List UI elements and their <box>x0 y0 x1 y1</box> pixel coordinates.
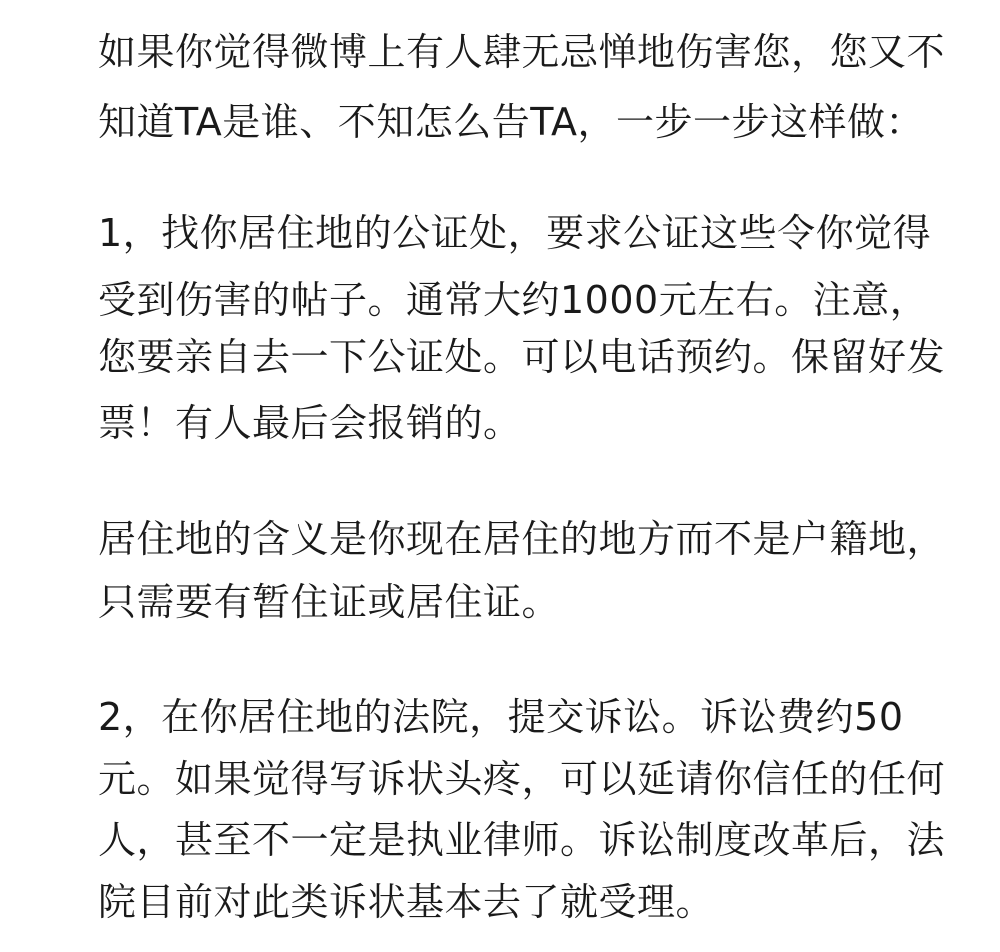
paragraph-4-line-3: 人，甚至不一定是执业律师。诉讼制度改革后，法 <box>98 818 946 862</box>
paragraph-3-line-1: 居住地的含义是你现在居住的地方而不是户籍地， <box>98 517 946 561</box>
paragraph-2-line-1: 1，找你居住地的公证处，要求公证这些令你觉得 <box>98 211 932 255</box>
paragraph-2-line-2: 受到伤害的帖子。通常大约1000元左右。注意， <box>98 278 929 322</box>
paragraph-4-line-1: 2，在你居住地的法院，提交诉讼。诉讼费约50 <box>98 695 904 739</box>
paragraph-1-line-2: 知道TA是谁、不知怎么告TA，一步一步这样做： <box>98 100 925 144</box>
paragraph-3-line-2: 只需要有暂住证或居住证。 <box>98 580 561 624</box>
paragraph-4-line-4: 院目前对此类诉状基本去了就受理。 <box>98 880 715 924</box>
paragraph-1-line-1: 如果你觉得微博上有人肆无忌惮地伤害您，您又不 <box>98 30 946 74</box>
paragraph-2-line-3: 您要亲自去一下公证处。可以电话预约。保留好发 <box>98 335 946 379</box>
paragraph-2-line-4: 票！有人最后会报销的。 <box>98 401 522 445</box>
paragraph-4-line-2: 元。如果觉得写诉状头疼，可以延请你信任的任何 <box>98 757 946 801</box>
